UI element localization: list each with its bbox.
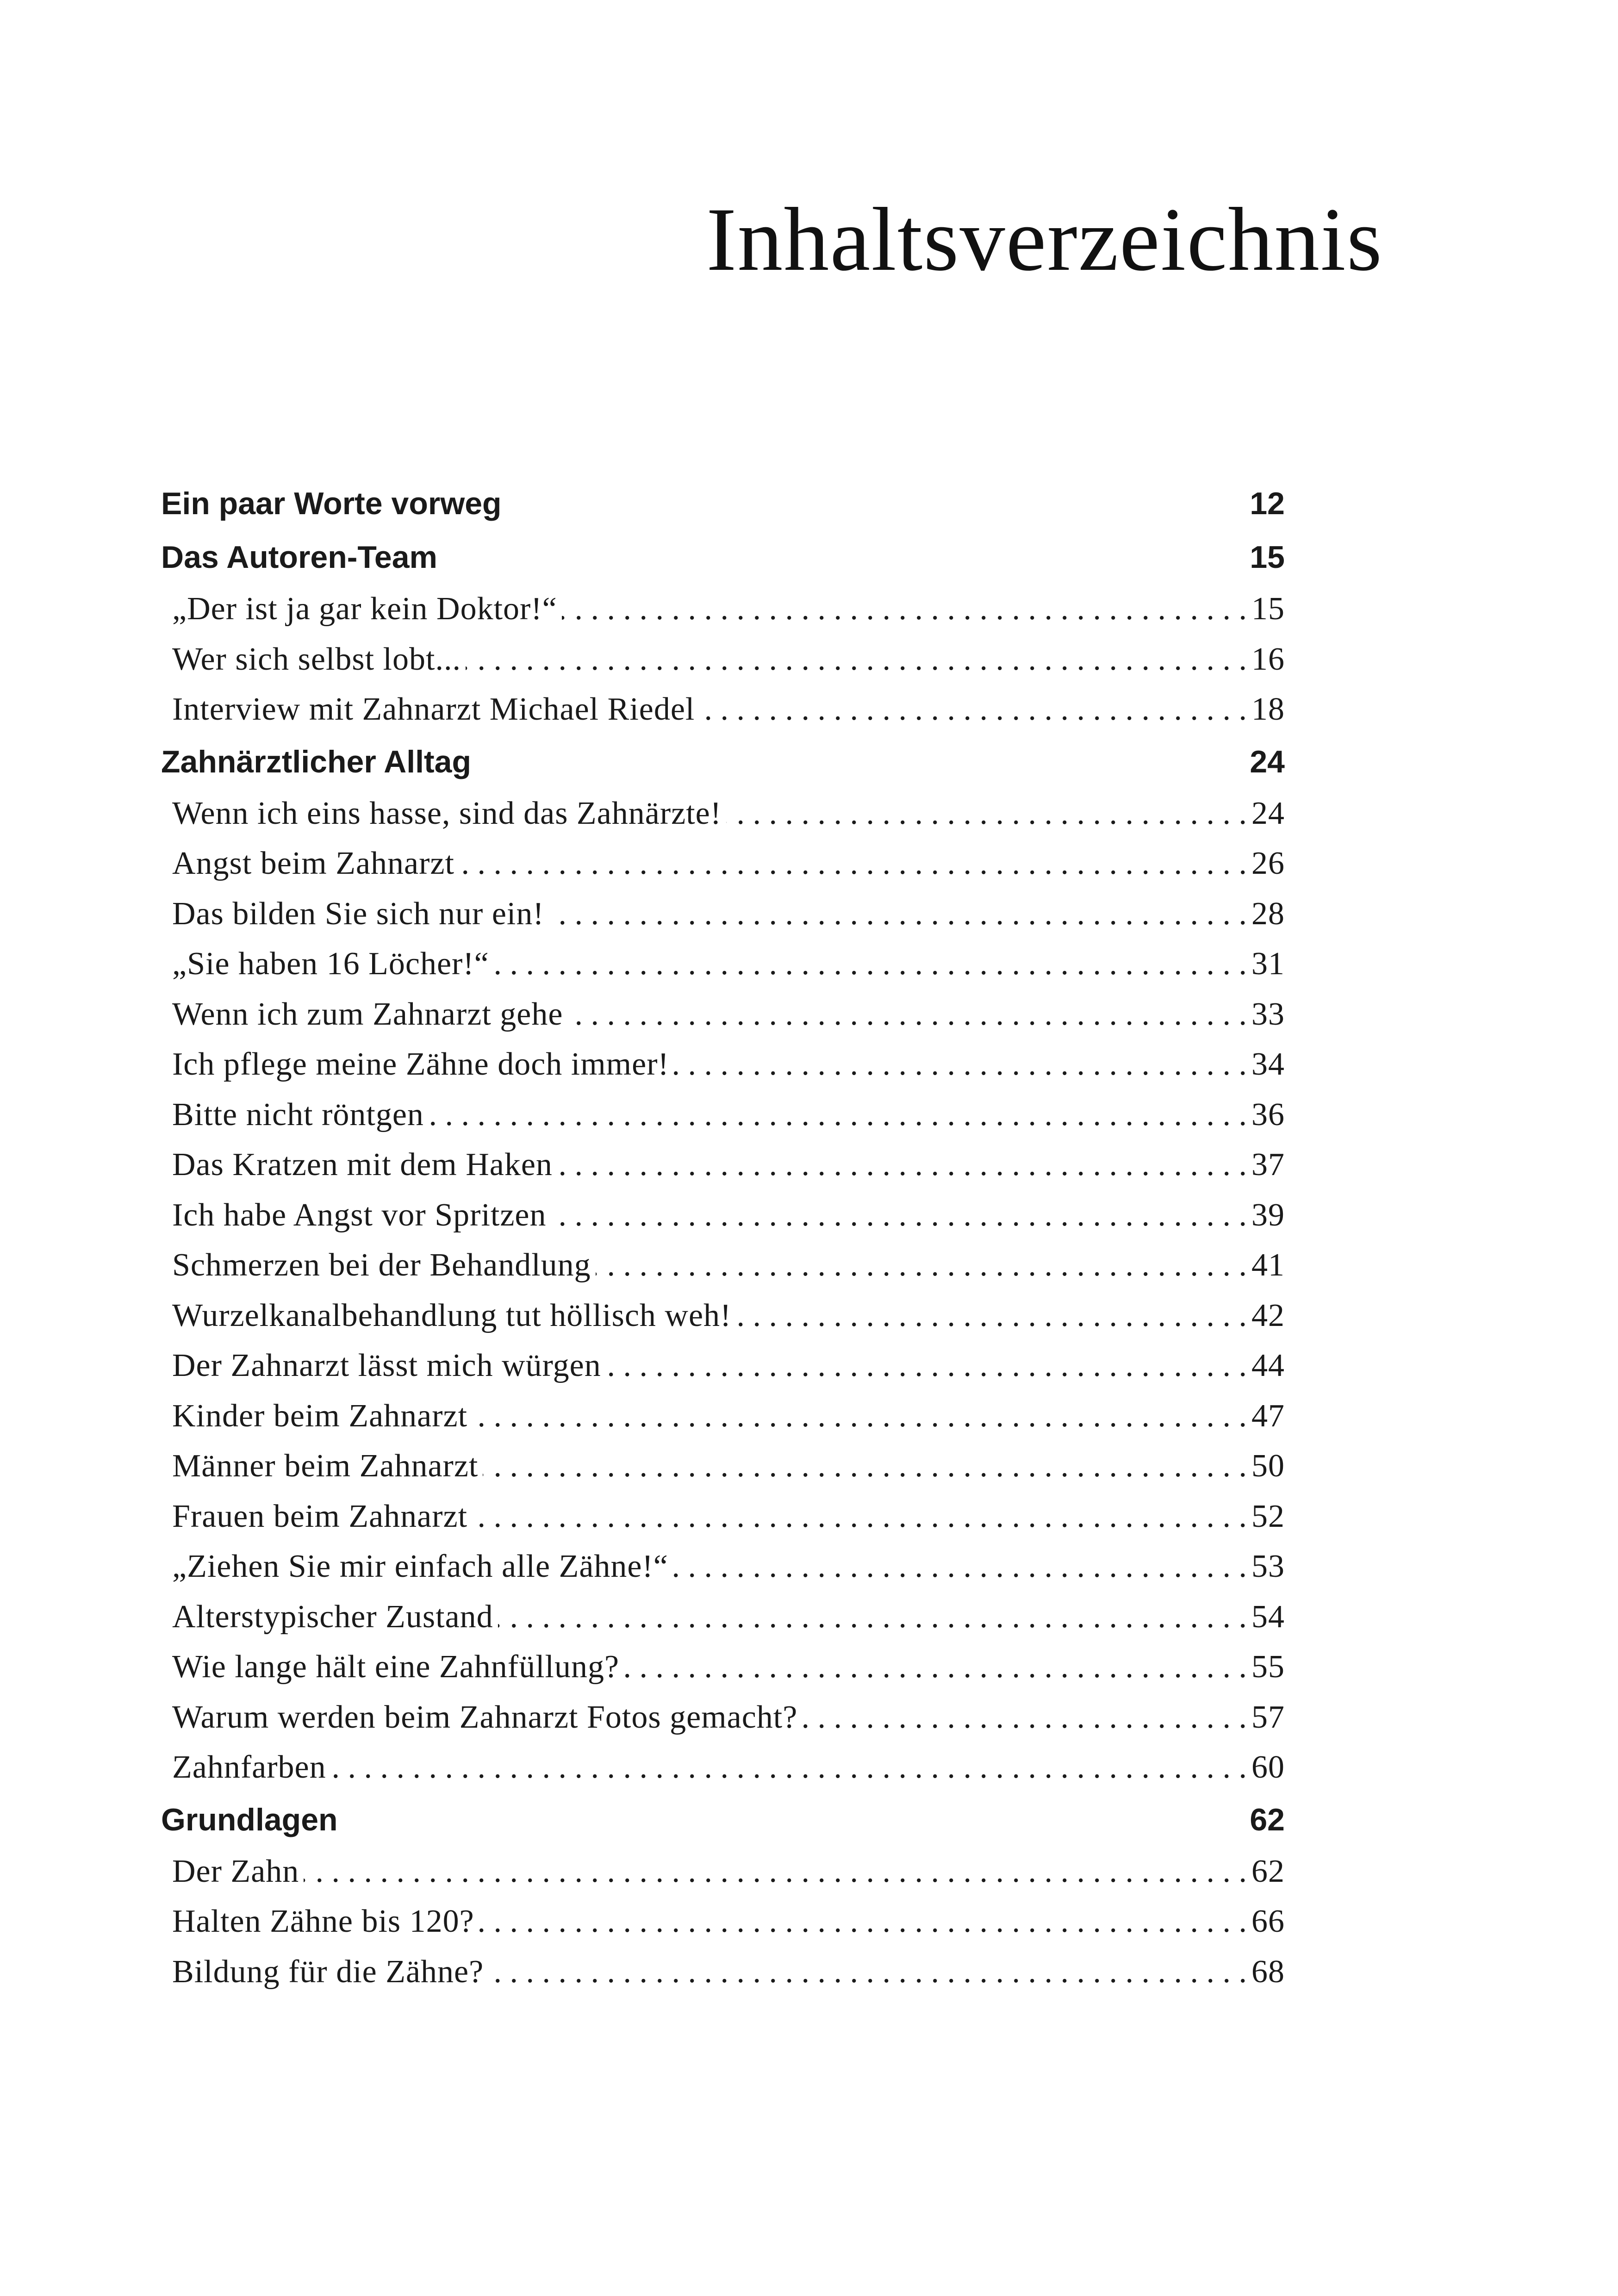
- section-title: Grundlagen: [161, 1802, 338, 1837]
- toc-entry[interactable]: [161, 1090, 1285, 1140]
- toc-entry[interactable]: [161, 635, 1285, 685]
- toc-entry[interactable]: [161, 939, 1285, 989]
- toc-entry[interactable]: [161, 1692, 1285, 1743]
- toc-entry[interactable]: [161, 1742, 1285, 1793]
- toc-entry[interactable]: [161, 1140, 1285, 1190]
- entry-title: „Der ist ja gar kein Doktor!“: [172, 591, 557, 627]
- dot-leader: [562, 584, 1247, 635]
- toc-section-heading[interactable]: [161, 735, 1285, 789]
- entry-page-number: 57: [1251, 1699, 1285, 1735]
- toc-entry[interactable]: [161, 1190, 1285, 1241]
- toc-entry[interactable]: [161, 1542, 1285, 1592]
- toc-entry[interactable]: [161, 889, 1285, 940]
- entry-title: Der Zahn: [172, 1853, 299, 1889]
- entry-page-number: 15: [1251, 591, 1285, 627]
- entry-page-number: 16: [1251, 641, 1285, 677]
- dot-leader: [466, 635, 1247, 685]
- section-title: Ein paar Worte vorweg: [161, 486, 502, 521]
- toc-entry[interactable]: [161, 839, 1285, 889]
- dot-leader: [472, 1492, 1247, 1542]
- entry-title: „Sie haben 16 Löcher!“: [172, 946, 489, 982]
- entry-title: Halten Zähne bis 120?: [172, 1904, 474, 1939]
- section-page-number: 24: [1250, 744, 1285, 779]
- toc-section-heading[interactable]: [161, 1793, 1285, 1847]
- entry-title: Wie lange hält eine Zahnfüllung?: [172, 1649, 620, 1685]
- dot-leader: [483, 1441, 1247, 1492]
- entry-page-number: 52: [1251, 1498, 1285, 1534]
- toc-entry[interactable]: [161, 1291, 1285, 1341]
- entry-title: Das Kratzen mit dem Haken: [172, 1147, 553, 1182]
- entry-title: Männer beim Zahnarzt: [172, 1448, 479, 1484]
- entry-title: Kinder beim Zahnarzt: [172, 1398, 468, 1434]
- entry-page-number: 54: [1251, 1599, 1285, 1635]
- dot-leader: [699, 684, 1247, 735]
- dot-leader: [331, 1742, 1247, 1793]
- entry-title: Zahnfarben: [172, 1749, 326, 1785]
- entry-page-number: 36: [1251, 1096, 1285, 1132]
- dot-leader: [551, 1190, 1247, 1241]
- toc-entry[interactable]: [161, 1341, 1285, 1391]
- dot-leader: [304, 1847, 1247, 1897]
- entry-page-number: 42: [1251, 1297, 1285, 1333]
- entry-title: Schmerzen bei der Behandlung: [172, 1247, 591, 1283]
- section-page-number: 12: [1250, 486, 1285, 521]
- dot-leader: [596, 1240, 1247, 1291]
- dot-leader: [674, 1039, 1247, 1090]
- dot-leader: [736, 1291, 1247, 1341]
- entry-title: Das bilden Sie sich nur ein!: [172, 896, 544, 932]
- entry-title: Ich habe Angst vor Spritzen: [172, 1197, 547, 1233]
- dot-leader: [498, 1592, 1247, 1643]
- entry-page-number: 39: [1251, 1197, 1285, 1233]
- entry-page-number: 18: [1251, 691, 1285, 727]
- dot-leader: [726, 789, 1247, 839]
- entry-page-number: 44: [1251, 1348, 1285, 1383]
- entry-page-number: 34: [1251, 1046, 1285, 1082]
- table-of-contents: [161, 477, 1285, 1997]
- toc-entry[interactable]: [161, 1642, 1285, 1692]
- toc-entry[interactable]: [161, 1897, 1285, 1947]
- entry-page-number: 33: [1251, 996, 1285, 1032]
- entry-page-number: 66: [1251, 1904, 1285, 1939]
- dot-leader: [606, 1341, 1247, 1391]
- dot-leader: [557, 1140, 1247, 1190]
- toc-entry[interactable]: [161, 1947, 1285, 1997]
- toc-entry[interactable]: [161, 584, 1285, 635]
- entry-page-number: 47: [1251, 1398, 1285, 1434]
- entry-title: Ich pflege meine Zähne doch immer!: [172, 1046, 669, 1082]
- entry-title: Wenn ich zum Zahnarzt gehe: [172, 996, 563, 1032]
- entry-page-number: 50: [1251, 1448, 1285, 1484]
- entry-page-number: 62: [1251, 1853, 1285, 1889]
- dot-leader: [549, 889, 1247, 940]
- entry-page-number: 26: [1251, 846, 1285, 881]
- dot-leader: [624, 1642, 1247, 1692]
- entry-page-number: 68: [1251, 1954, 1285, 1990]
- toc-entry[interactable]: [161, 1391, 1285, 1442]
- toc-entry[interactable]: [161, 1592, 1285, 1643]
- entry-title: „Ziehen Sie mir einfach alle Zähne!“: [172, 1549, 668, 1584]
- dot-leader: [567, 989, 1247, 1040]
- entry-title: Interview mit Zahnarzt Michael Riedel: [172, 691, 695, 727]
- entry-title: Wer sich selbst lobt...: [172, 641, 461, 677]
- section-page-number: 62: [1250, 1802, 1285, 1837]
- dot-leader: [459, 839, 1247, 889]
- entry-page-number: 41: [1251, 1247, 1285, 1283]
- entry-title: Alterstypischer Zustand: [172, 1599, 493, 1635]
- entry-page-number: 55: [1251, 1649, 1285, 1685]
- dot-leader: [472, 1391, 1247, 1442]
- entry-title: Angst beim Zahnarzt: [172, 846, 454, 881]
- toc-section-heading[interactable]: [161, 477, 1285, 530]
- entry-title: Warum werden beim Zahnarzt Fotos gemacht?: [172, 1699, 798, 1735]
- toc-entry[interactable]: [161, 1039, 1285, 1090]
- entry-title: Der Zahnarzt lässt mich würgen: [172, 1348, 601, 1383]
- entry-title: Frauen beim Zahnarzt: [172, 1498, 468, 1534]
- entry-page-number: 60: [1251, 1749, 1285, 1785]
- entry-page-number: 28: [1251, 896, 1285, 932]
- toc-entry[interactable]: [161, 1847, 1285, 1897]
- entry-page-number: 37: [1251, 1147, 1285, 1182]
- toc-entry[interactable]: [161, 789, 1285, 839]
- toc-section-heading[interactable]: [161, 530, 1285, 584]
- entry-title: Bitte nicht röntgen: [172, 1096, 424, 1132]
- dot-leader: [429, 1090, 1247, 1140]
- dot-leader: [802, 1692, 1247, 1743]
- toc-entry[interactable]: [161, 1240, 1285, 1291]
- toc-entry[interactable]: [161, 989, 1285, 1040]
- toc-entry[interactable]: [161, 1441, 1285, 1492]
- dot-leader: [673, 1542, 1247, 1592]
- entry-page-number: 53: [1251, 1549, 1285, 1584]
- dot-leader: [479, 1897, 1247, 1947]
- entry-page-number: 31: [1251, 946, 1285, 982]
- entry-title: Wenn ich eins hasse, sind das Zahnärzte!: [172, 795, 722, 831]
- section-title: Zahnärztlicher Alltag: [161, 744, 472, 779]
- toc-entry[interactable]: [161, 1492, 1285, 1542]
- entry-title: Bildung für die Zähne?: [172, 1954, 484, 1990]
- entry-page-number: 24: [1251, 795, 1285, 831]
- entry-title: Wurzelkanalbehandlung tut höllisch weh!: [172, 1297, 732, 1333]
- section-title: Das Autoren-Team: [161, 540, 437, 575]
- section-page-number: 15: [1250, 540, 1285, 575]
- dot-leader: [494, 939, 1247, 989]
- dot-leader: [488, 1947, 1247, 1997]
- page-title: Inhaltsverzeichnis: [706, 189, 1383, 290]
- toc-entry[interactable]: [161, 684, 1285, 735]
